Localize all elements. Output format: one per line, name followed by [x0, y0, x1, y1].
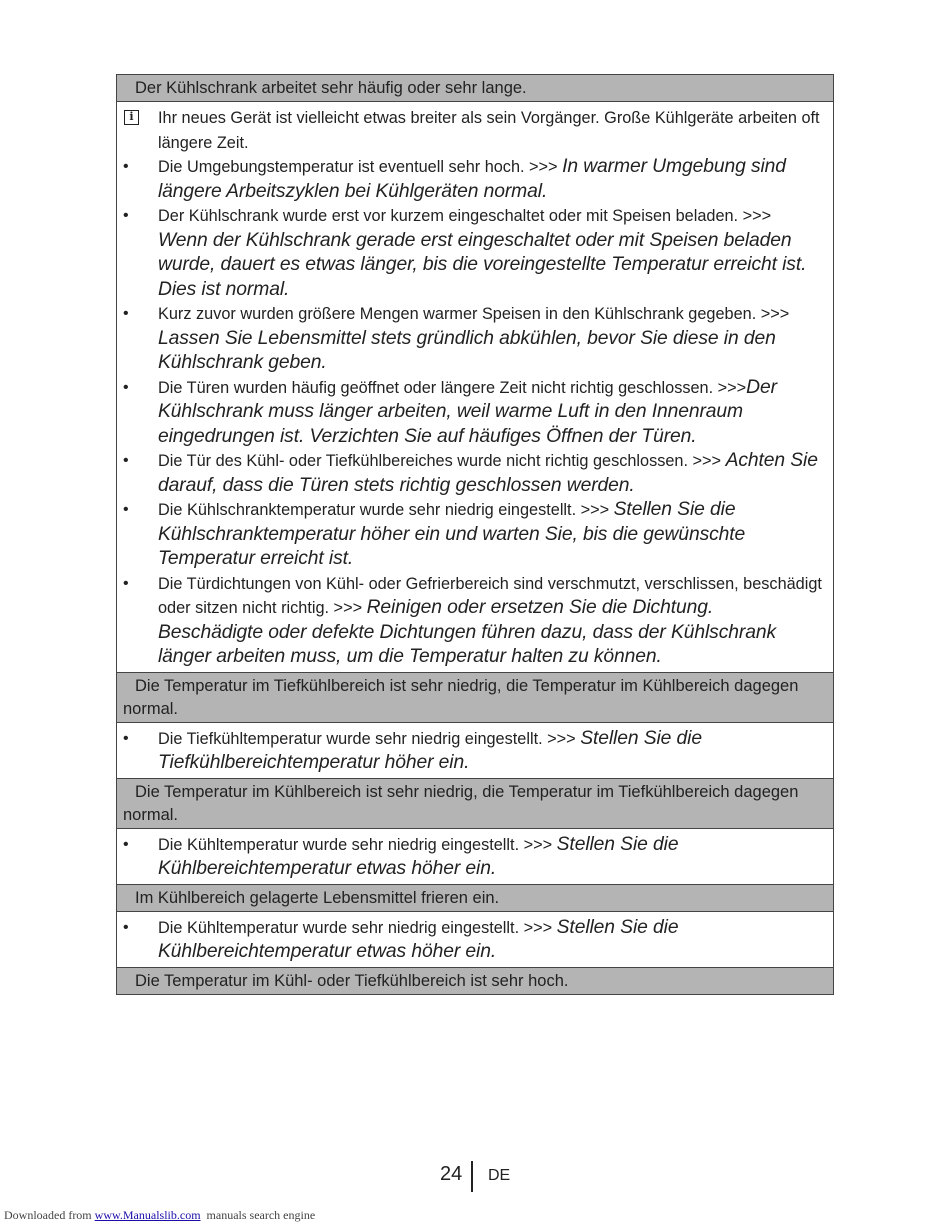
cause-text: Die Kühlschranktemperatur wurde sehr niedrig eingestellt. >>> [158, 501, 614, 519]
download-note [4, 1208, 315, 1223]
bullet: • [123, 207, 129, 224]
list-item [117, 376, 823, 450]
bullet: • [123, 452, 129, 469]
bullet: • [123, 835, 129, 853]
info-icon: i [124, 110, 139, 125]
remedy-text: Lassen Sie Lebensmittel stets gründlich abkühlen, bevor Sie diese in den Kühlschrank geben. [158, 327, 776, 373]
manualslib-link[interactable]: www.Manualslib.com [94, 1208, 201, 1222]
download-suffix: manuals search engine [200, 1208, 316, 1222]
cause-text: Die Umgebungstemperatur ist eventuell sehr hoch. >>> [158, 158, 563, 176]
remedy-text: Stellen Sie die Kühlschranktemperatur höher ein und warten Sie, bis die gewünschte Temperatur erreicht ist. [158, 499, 746, 569]
info-note-text: Ihr neues Gerät ist vielleicht etwas breiter als sein Vorgänger. Große Kühlgeräte arbeiten oft längere Zeit. [158, 109, 820, 152]
remedy-text: Wenn der Kühlschrank gerade erst eingeschaltet oder mit Speisen beladen wurde, dauert es etwas länger, bis die voreingestellte Temperatur erreicht ist. Dies ist normal. [158, 229, 807, 300]
remedy-text: Der Kühlschrank muss länger arbeiten, weil warme Luft in den Innenraum eingedrungen ist. Verzichten Sie auf häufiges Öffnen der Türen. [158, 376, 777, 447]
cause-text: Kurz zuvor wurden größere Mengen warmer Speisen in den Kühlschrank gegeben. >>> [158, 305, 790, 323]
cause-text: Der Kühlschrank wurde erst vor kurzem eingeschaltet oder mit Speisen beladen. >>> [158, 207, 772, 225]
list-item [117, 155, 823, 204]
section-body [117, 912, 833, 968]
footer-divider [471, 1161, 473, 1192]
bullet: • [123, 729, 129, 747]
list-item [117, 833, 823, 882]
section-heading: Die Temperatur im Tiefkühlbereich ist sehr niedrig, die Temperatur im Kühlbereich dagegen normal. [117, 673, 833, 723]
remedy-text: In warmer Umgebung sind längere Arbeitszyklen bei Kühlgeräten normal. [158, 156, 786, 202]
section-heading: Im Kühlbereich gelagerte Lebensmittel frieren ein. [117, 885, 833, 912]
cause-text: Die Kühltemperatur wurde sehr niedrig eingestellt. >>> [158, 918, 557, 937]
cause-text: Die Türdichtungen von Kühl- oder Gefrierbereich sind verschmutzt, verschlissen, beschädigt oder sitzen nicht richtig. >>> [158, 574, 822, 617]
download-prefix: Downloaded from [4, 1208, 95, 1222]
bullet: • [123, 378, 129, 396]
remedy-text: Stellen Sie die Kühlbereichtemperatur etwas höher ein. [158, 833, 679, 879]
bullet: • [123, 158, 129, 175]
list-item [117, 498, 823, 572]
page-number: 24 [440, 1163, 463, 1185]
remedy-text: Reinigen oder ersetzen Sie die Dichtung. Beschädigte oder defekte Dichtungen führen dazu, dass der Kühlschrank länger arbeiten muss, um die Temperatur halten zu können. [158, 597, 776, 667]
section-heading: Der Kühlschrank arbeitet sehr häufig oder sehr lange. [117, 75, 833, 102]
bullet: • [123, 305, 129, 322]
cause-text: Die Tür des Kühl- oder Tiefkühlbereiches wurde nicht richtig geschlossen. >>> [158, 452, 726, 470]
cause-text: Die Tiefkühltemperatur wurde sehr niedrig eingestellt. >>> [158, 729, 581, 748]
remedy-text: Stellen Sie die Kühlbereichtemperatur etwas höher ein. [158, 916, 679, 962]
section-body [117, 829, 833, 885]
section-body [117, 102, 833, 673]
list-item [117, 449, 823, 498]
section-heading: Die Temperatur im Kühlbereich ist sehr niedrig, die Temperatur im Tiefkühlbereich dagegen normal. [117, 779, 833, 829]
list-item [117, 572, 823, 670]
list-item [117, 302, 823, 376]
bullet: • [123, 574, 129, 592]
list-item [117, 916, 823, 965]
info-note [117, 106, 823, 155]
language-code: DE [488, 1167, 511, 1184]
section-body [117, 723, 833, 779]
troubleshooting-table [116, 74, 834, 995]
cause-text: Die Kühltemperatur wurde sehr niedrig eingestellt. >>> [158, 835, 557, 854]
remedy-text: Stellen Sie die Tiefkühlbereichtemperatur höher ein. [158, 727, 702, 773]
list-item [117, 727, 823, 776]
bullet: • [123, 918, 129, 936]
page-footer [0, 1161, 950, 1193]
section-heading: Die Temperatur im Kühl- oder Tiefkühlbereich ist sehr hoch. [117, 968, 833, 994]
remedy-text: Achten Sie darauf, dass die Türen stets richtig geschlossen werden. [158, 450, 818, 496]
cause-text: Die Türen wurden häufig geöffnet oder längere Zeit nicht richtig geschlossen. >>> [158, 378, 747, 397]
list-item [117, 204, 823, 302]
bullet: • [123, 501, 129, 518]
